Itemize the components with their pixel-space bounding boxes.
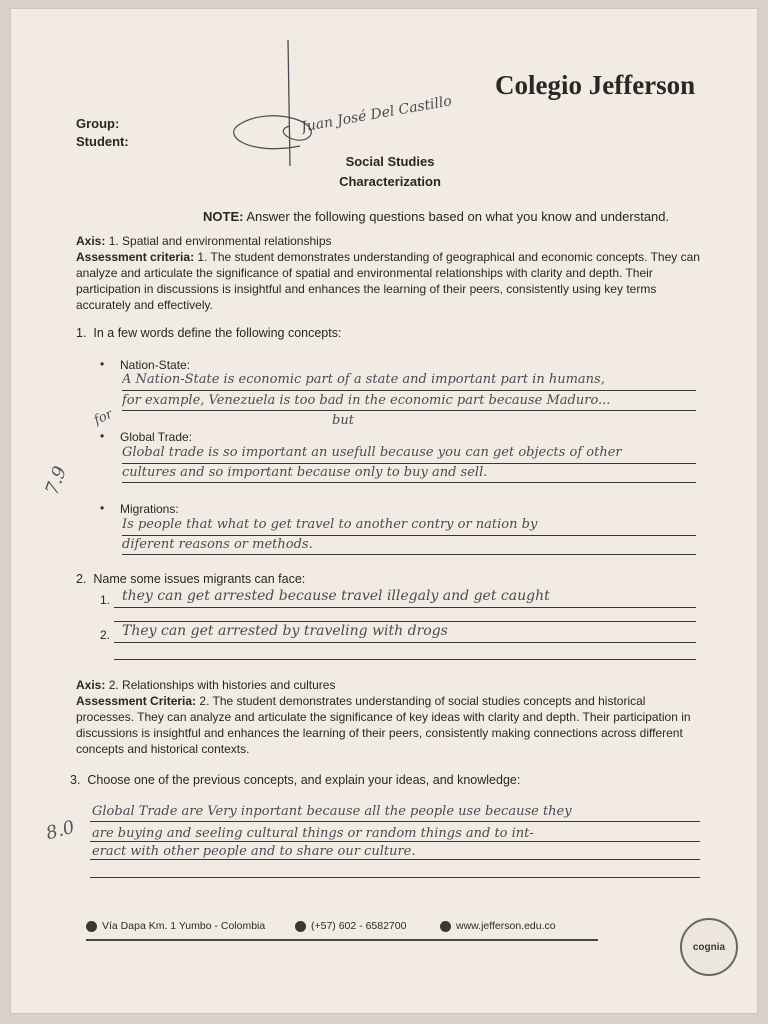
footer-phone xyxy=(295,920,406,932)
axis-2-label: Axis: xyxy=(76,678,106,692)
question-2-text: Name some issues migrants can face: xyxy=(93,572,306,586)
question-1-number: 1. xyxy=(76,326,87,340)
axis-2-text: 2. Relationships with histories and cultures xyxy=(108,678,336,692)
worksheet-page xyxy=(10,8,758,1014)
phone-icon xyxy=(295,921,306,932)
bullet-icon: • xyxy=(100,501,105,515)
question-3-text: Choose one of the previous concepts, and explain your ideas, and knowledge: xyxy=(87,773,521,787)
answer-2-2-number: 2. xyxy=(100,628,111,642)
answer-migrations-line-1: Is people that what to get travel to another contry or nation by xyxy=(122,517,538,532)
address-text: Vía Dapa Km. 1 Yumbo - Colombia xyxy=(102,920,266,932)
question-2-number: 2. xyxy=(76,572,87,586)
axis-1 xyxy=(76,233,332,249)
school-name: Colegio Jefferson xyxy=(495,70,696,100)
grade-q3: 8.0 xyxy=(43,816,77,845)
question-1 xyxy=(76,325,341,341)
group-label: Group: xyxy=(76,116,120,131)
criteria-1-text: 1. The student demonstrates understanding of geographical and economic concepts. They can analyze and articulate the significance of spatial and environmental relationships with clarity and depth. Their participation in discussions is insightful and enhances the learning of their peers, consistently using key terms accurately and effectively. xyxy=(76,250,700,312)
location-icon xyxy=(86,921,97,932)
answer-nation-state-line-1: A Nation-State is economic part of a state and important part in humans, xyxy=(122,372,605,387)
footer-address xyxy=(86,920,265,932)
axis-1-label: Axis: xyxy=(76,234,106,248)
doc-type-title: Characterization xyxy=(339,174,441,189)
subject-title: Social Studies xyxy=(345,154,435,169)
note xyxy=(203,209,669,225)
web-text[interactable]: www.jefferson.edu.co xyxy=(456,920,556,932)
criteria-1-label: Assessment criteria: xyxy=(76,250,195,264)
grade-q1: 7.9 xyxy=(41,463,72,498)
margin-note-for: for xyxy=(91,406,116,429)
answer-3-line-3: eract with other people and to share our culture. xyxy=(92,844,416,859)
term-global-trade: Global Trade: xyxy=(120,430,193,444)
student-label: Student: xyxy=(76,134,129,149)
question-2 xyxy=(76,571,305,587)
seal-text: cognia xyxy=(692,941,726,953)
answer-2-1-number: 1. xyxy=(100,593,111,607)
answer-2-1: they can get arrested because travel illegaly and get caught xyxy=(122,588,550,604)
bullet-icon: • xyxy=(100,429,105,443)
answer-2-2: They can get arrested by traveling with drogs xyxy=(122,623,448,639)
term-migrations: Migrations: xyxy=(120,502,179,516)
answer-migrations-line-2: diferent reasons or methods. xyxy=(122,537,313,552)
globe-icon xyxy=(440,921,451,932)
student-signature: Juan José Del Castillo xyxy=(299,93,454,136)
question-1-text: In a few words define the following concepts: xyxy=(93,326,342,340)
question-3 xyxy=(70,772,520,788)
criteria-2 xyxy=(76,693,702,757)
answer-3-line-1: Global Trade are Very inportant because all the people use because they xyxy=(92,804,572,819)
question-3-number: 3. xyxy=(70,773,81,787)
answer-3-line-2: are buying and seeling cultural things or random things and to int- xyxy=(92,826,534,841)
accreditation-seal xyxy=(680,918,738,976)
axis-2 xyxy=(76,677,335,693)
phone-text: (+57) 602 - 6582700 xyxy=(311,920,407,932)
criteria-2-text: 2. The student demonstrates understanding of social studies concepts and historical processes. They can analyze and articulate the significance of key ideas with clarity and depth. Their participation in discussions is insightful and enhances the learning of their peers, consistently making connections across different concepts and historical contexts. xyxy=(76,694,691,756)
term-nation-state: Nation-State: xyxy=(120,358,191,372)
note-label: NOTE: xyxy=(203,209,244,224)
footer-web xyxy=(440,920,556,932)
margin-note-but: but xyxy=(332,413,354,428)
criteria-1 xyxy=(76,249,702,313)
answer-nation-state-line-2: for example, Venezuela is too bad in the economic part because Maduro... xyxy=(122,393,611,408)
answer-global-trade-line-2: cultures and so important because only to buy and sell. xyxy=(122,465,488,480)
criteria-2-label: Assessment Criteria: xyxy=(76,694,197,708)
note-text: Answer the following questions based on what you know and understand. xyxy=(246,209,670,224)
answer-global-trade-line-1: Global trade is so important an usefull because you can get objects of other xyxy=(122,445,622,460)
axis-1-text: 1. Spatial and environmental relationships xyxy=(108,234,332,248)
bullet-icon: • xyxy=(100,357,105,371)
